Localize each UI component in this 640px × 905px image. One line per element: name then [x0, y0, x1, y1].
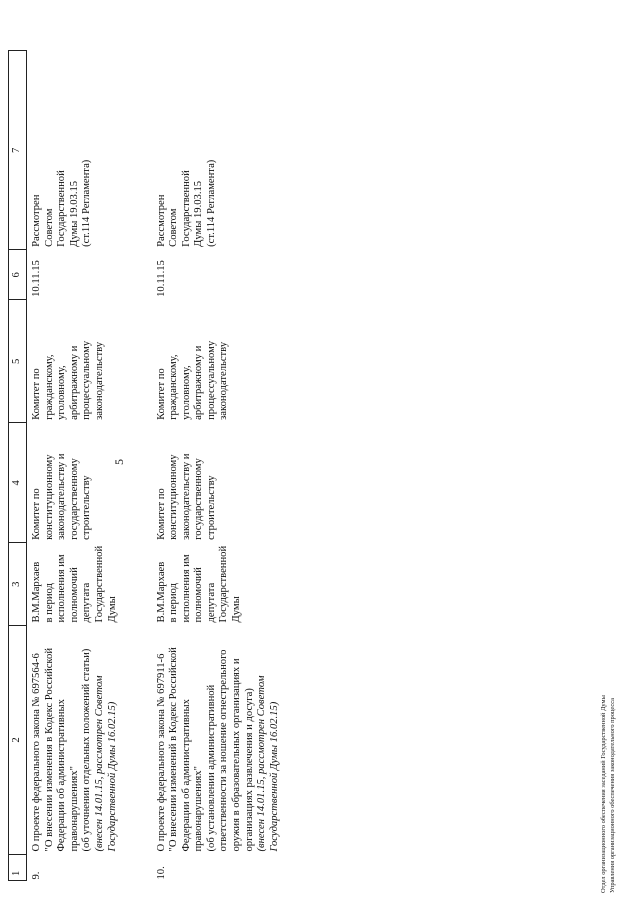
co-executor-committee-line: законодательству и	[56, 453, 68, 540]
bill-author-line: депутата	[81, 582, 93, 623]
responsible-committee-line: гражданскому,	[168, 354, 180, 420]
review-date-line: 10.11.15	[155, 260, 167, 297]
bill-author-line: в период	[168, 583, 180, 623]
responsible-committee	[27, 300, 152, 423]
bill-title-line: "О внесении изменения в Кодекс Российской	[43, 647, 55, 852]
review-status-line: Рассмотрен	[31, 194, 42, 247]
co-executor-committee	[152, 423, 286, 543]
co-executor-committee-line: конституционному	[43, 454, 55, 540]
bill-title-line: правонарушениях"	[68, 766, 80, 852]
responsible-committee-line: уголовному,	[180, 365, 192, 420]
co-executor-committee-line: Комитет по	[155, 488, 167, 540]
review-date	[27, 250, 152, 300]
bill-title-line: Федерации об административных	[56, 699, 68, 852]
review-status-line: Думы 19.03.15	[193, 180, 205, 247]
footer-line: Отдел организационного обеспечения заседаний Государственной Думы	[600, 695, 607, 893]
co-executor-committee-line: строительству	[81, 475, 93, 540]
table-row	[152, 51, 286, 881]
co-executor-committee-line: конституционному	[168, 454, 180, 540]
column-header: 6	[9, 250, 27, 300]
bill-title-line: оружия в образовательных организациях и	[231, 658, 243, 852]
bill-author	[27, 543, 152, 626]
responsible-committee-line: законодательству	[93, 341, 105, 420]
bill-title-line: Государственной Думы 16.02.15)	[106, 701, 118, 852]
footer-line: Управления организационного обеспечения законодательного процесса	[608, 698, 616, 893]
responsible-committee-line: Комитет по	[31, 368, 42, 420]
responsible-committee	[152, 300, 286, 423]
table-header-row	[9, 51, 27, 881]
bill-author-line: полномочий	[193, 567, 205, 623]
page-number: 5	[112, 459, 126, 465]
review-status-line: Государственной	[56, 170, 68, 247]
review-status-line: (ст.114 Регламента)	[81, 159, 93, 247]
responsible-committee-line: гражданскому,	[43, 354, 55, 420]
review-status-line: Думы 19.03.15	[68, 180, 80, 247]
review-status-line: Государственной	[180, 170, 192, 247]
column-header: 4	[9, 423, 27, 543]
bill-author-line: Думы	[106, 596, 118, 623]
review-date	[152, 250, 286, 300]
review-status-line: Советом	[168, 208, 180, 247]
co-executor-committee-line: государственному	[193, 458, 205, 540]
bill-author-line: Государственной	[93, 545, 105, 623]
bill-author-line: в период	[43, 583, 55, 623]
bill-title	[27, 626, 152, 855]
co-executor-committee-line: Комитет по	[31, 488, 42, 540]
responsible-committee-line: процессуальному	[205, 340, 217, 420]
row-number-line: 10.	[155, 866, 167, 880]
bill-title-line: (внесен 14.01.15, рассмотрен Советом	[256, 675, 268, 852]
column-header: 1	[9, 855, 27, 881]
bill-title-line: Государственной Думы 16.02.15)	[268, 701, 280, 852]
review-date-line: 10.11.15	[31, 260, 42, 297]
responsible-committee-line: законодательству	[218, 341, 230, 420]
review-status-line: (ст.114 Регламента)	[205, 159, 217, 247]
review-status	[27, 51, 152, 250]
column-header: 5	[9, 300, 27, 423]
footer	[600, 695, 617, 893]
bill-author-line: В.М.Мархаев	[155, 561, 167, 623]
bill-author-line: В.М.Мархаев	[31, 561, 42, 623]
responsible-committee-line: арбитражному и	[193, 345, 205, 420]
bills-table	[8, 50, 285, 881]
column-header: 7	[9, 51, 27, 250]
bill-title-line: О проекте федерального закона № 697564-6	[31, 653, 42, 852]
bill-title-line: Федерации об административных	[180, 699, 192, 852]
bill-author	[152, 543, 286, 626]
row-number-line: 9.	[31, 871, 42, 880]
responsible-committee-line: уголовному,	[56, 365, 68, 420]
bill-author-line: исполнения им	[56, 554, 68, 623]
responsible-committee-line: процессуальному	[81, 340, 93, 420]
bill-title-line: "О внесении изменений в Кодекс Российской	[168, 647, 180, 852]
bill-author-line: Думы	[231, 596, 243, 623]
review-status	[152, 51, 286, 250]
bill-author-line: полномочий	[68, 567, 80, 623]
table-row	[27, 51, 152, 881]
responsible-committee-line: Комитет по	[155, 368, 167, 420]
bill-title-line: (об уточнении отдельных положений статьи)	[81, 648, 93, 852]
co-executor-committee-line: строительству	[205, 475, 217, 540]
review-status-line: Советом	[43, 208, 55, 247]
column-header: 2	[9, 626, 27, 855]
co-executor-committee	[27, 423, 152, 543]
co-executor-committee-line: законодательству и	[180, 453, 192, 540]
row-number	[27, 855, 152, 881]
bill-title-line: (об установлении административной	[205, 684, 217, 852]
bill-author-line: Государственной	[218, 545, 230, 623]
bill-title-line: правонарушениях"	[193, 766, 205, 852]
bill-title-line: ответственности за ношение огнестрельного	[218, 649, 230, 852]
column-header: 3	[9, 543, 27, 626]
review-status-line: Рассмотрен	[155, 194, 167, 247]
bill-title-line: (внесен 14.01.15, рассмотрен Советом	[93, 675, 105, 852]
row-number	[152, 855, 286, 881]
responsible-committee-line: арбитражному и	[68, 345, 80, 420]
bill-title-line: О проекте федерального закона № 697911-6	[155, 653, 167, 852]
bill-author-line: исполнения им	[180, 554, 192, 623]
co-executor-committee-line: государственному	[68, 458, 80, 540]
bill-author-line: депутата	[205, 582, 217, 623]
bill-title-line: организациях развлечения и досуга)	[243, 688, 255, 852]
bill-title	[152, 626, 286, 855]
